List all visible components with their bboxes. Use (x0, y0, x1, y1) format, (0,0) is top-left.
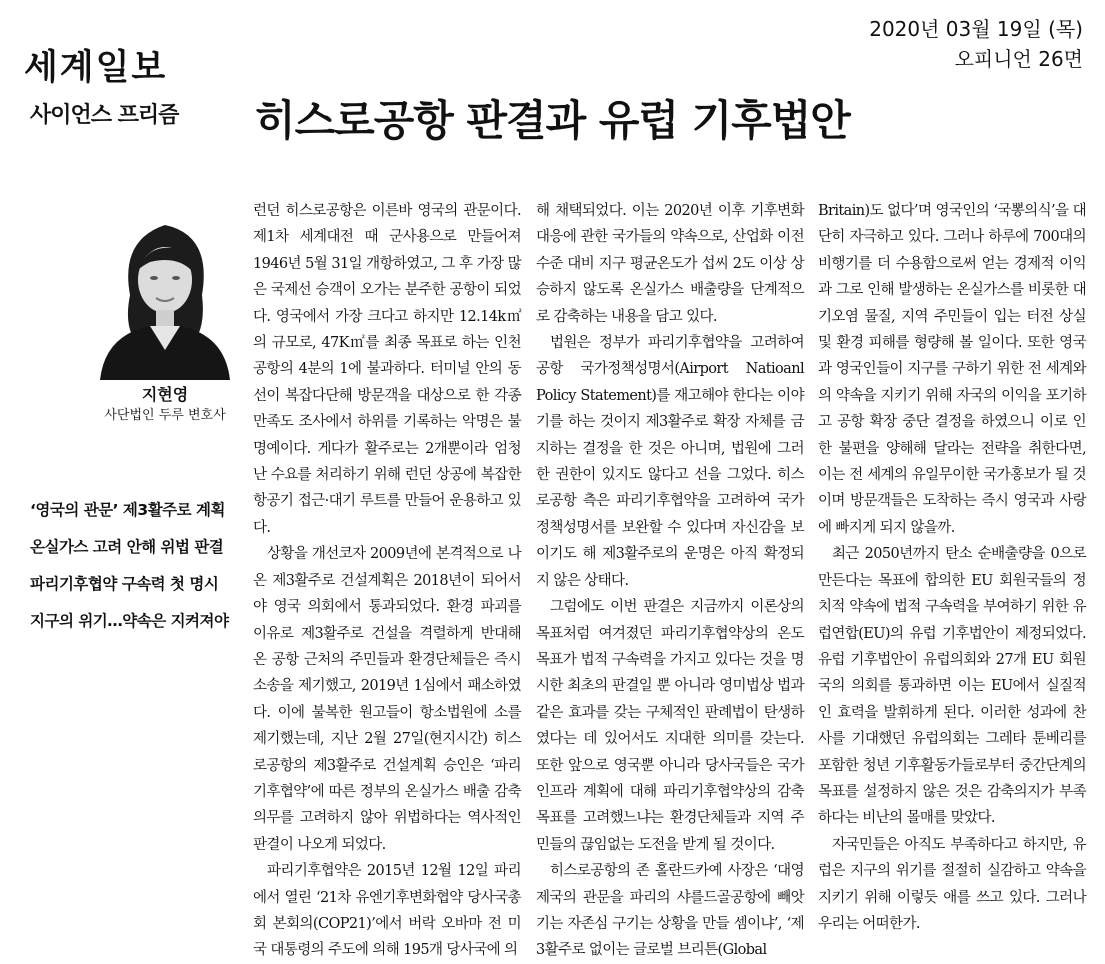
article-paragraph: 히스로공항의 존 홀란드카예 사장은 ‘대영제국의 관문을 파리의 샤를드골공항에 빼앗기는 자존심 구기는 상황을 만들 셈이냐’, ‘제3활주로 없이는 글로벌 브리튼(Global (536, 863, 804, 959)
article-column-2 (536, 198, 804, 964)
column-section-title: 사이언스 프리즘 (30, 103, 179, 128)
publish-date: 2020년 03월 19일 (목) (869, 17, 1083, 41)
subheadline: 지구의 위기…약속은 지켜져야 (30, 612, 229, 630)
author-photo (90, 200, 240, 380)
article-paragraph: 런던 히스로공항은 이른바 영국의 관문이다. 제1차 세계대전 때 군사용으로 만들어져 1946년 5월 31일 개항하였고, 그 후 가장 많은 국제선 승객이 오가는 분주한 공항이 되었다. 영국에서 가장 크다고 하지만 12.14k㎡의 규모로, 47K㎡를 최종 목표로 하는 인천공항의 4분의 1에 불과하다. 터미널 안의 동선이 복잡다단해 방문객을 대상으로 한 각종 만족도 조사에서 하위를 기록하는 악명은 불명예이다. 게다가 활주로는 2개뿐이라 엄청난 수요를 처리하기 위해 런던 상공에 복잡한 항공기 접근·대기 루트를 만들어 운용하고 있다. (253, 203, 521, 536)
article-column-3 (818, 198, 1086, 937)
article-paragraph: 법원은 정부가 파리기후협약을 고려하여 공항 국가정책성명서(Airport Natioanl Policy Statement)를 재고해야 한다는 이야기를 하는 것이지 제3활주로 확장 자체를 금지하는 결정을 한 것은 아니며, 법원에 그러한 권한이 있지도 않다고 선을 그었다. 히스로공항 측은 파리기후협약을 고려하여 국가정책성명서를 보완할 수 있다며 자신감을 보이기도 해 제3활주로의 운명은 아직 확정되지 않은 상태다. (536, 335, 804, 589)
headline: 히스로공항 판결과 유럽 기후법안 (255, 96, 850, 145)
article-paragraph-continued: 해 채택되었다. 이는 2020년 이후 기후변화 대응에 관한 국가들의 약속으로, 산업화 이전 수준 대비 지구 평균온도가 섭씨 2도 이상 상승하지 않도록 온실가스 배출량을 단계적으로 감축하는 내용을 담고 있다. (536, 203, 804, 325)
subheadline: ‘영국의 관문’ 제3활주로 계획 (30, 501, 225, 519)
article-column-1 (253, 198, 521, 964)
page-label: 오피니언 26면 (954, 47, 1083, 71)
date-block (869, 14, 1083, 74)
author-title: 사단법인 두루 변호사 (104, 408, 226, 423)
article-paragraph: 파리기후협약은 2015년 12월 12일 파리에서 열린 ‘21차 유엔기후변화협약 당사국총회 본회의(COP21)’에서 버락 오바마 전 미국 대통령의 주도에 의해 195개 당사국에 의 (253, 863, 521, 959)
subheadline-list (30, 492, 250, 640)
article-paragraph: 그럼에도 이번 판결은 지금까지 이론상의 목표처럼 여겨졌던 파리기후협약상의 온도 목표가 법적 구속력을 가지고 있다는 것을 명시한 최초의 판결일 뿐 아니라 영미법상 법과 같은 효과를 갖는 구체적인 판례법이 탄생하였다는 데 있어서도 지대한 의미를 갖는다. 또한 앞으로 영국뿐 아니라 당사국들은 국가 인프라 계획에 대해 파리기후협약상의 감축 목표를 고려했느냐는 환경단체들과 지역 주민들의 끊임없는 도전을 받게 될 것이다. (536, 599, 804, 853)
article-paragraph: 최근 2050년까지 탄소 순배출량을 0으로 만든다는 목표에 합의한 EU 회원국들의 정치적 약속에 법적 구속력을 부여하기 위한 유럽연합(EU)의 유럽 기후법안이 제정되었다. 유럽 기후법안이 유럽의회와 27개 EU 회원국의 의회를 통과하면 이는 EU에서 실질적인 효력을 발휘하게 된다. 이러한 성과에 찬사를 기대했던 유럽의회는 그레타 툰베리를 포함한 청년 기후활동가들로부터 중간단계의 목표를 설정하지 않은 것은 감축의지가 부족하다는 비난의 몰매를 맞았다. (818, 546, 1086, 827)
subheadline: 파리기후협약 구속력 첫 명시 (30, 575, 219, 593)
subheadline: 온실가스 고려 안해 위법 판결 (30, 538, 224, 556)
newspaper-masthead: 세계일보 (24, 48, 168, 88)
article-paragraph: 상황을 개선코자 2009년에 본격적으로 나온 제3활주로 건설계획은 2018년이 되어서야 영국 의회에서 통과되었다. 환경 파괴를 이유로 제3활주로 건설을 격렬하게 반대해 온 공항 근처의 주민들과 환경단체들은 즉시 소송을 제기했고, 2019년 1심에서 패소하였다. 이에 불복한 원고들이 항소법원에 소를 제기했는데, 지난 2월 27일(현지시간) 히스로공항의 제3활주로 건설계획 승인은 ‘파리기후협약’에 따른 정부의 온실가스 배출 감축 의무를 고려하지 않아 위법하다는 역사적인 판결이 나오게 되었다. (253, 546, 521, 853)
article-paragraph-continued: Britain)도 없다’며 영국인의 ‘국뽕의식’을 대단히 자극하고 있다. 그러나 하루에 700대의 비행기를 더 수용함으로써 얻는 경제적 이익과 그로 인해 발생하는 온실가스를 비롯한 대기오염 물질, 지역 주민들이 입는 터전 상실 및 환경 피해를 형량해 볼 일이다. 또한 영국과 영국인들이 지구를 구하기 위한 전 세계와의 약속을 지키기 위해 자국의 이익을 포기하고 공항 확장 중단 결정을 하였으니 이로 인한 불편을 양해해 달라는 전략을 취한다면, 이는 전 세계의 유일무이한 국가홍보가 될 것이며 방문객들은 도착하는 즉시 영국과 사랑에 빠지게 되지 않을까. (818, 203, 1086, 536)
article-paragraph: 자국민들은 아직도 부족하다고 하지만, 유럽은 지구의 위기를 절절히 실감하고 약속을 지키기 위해 이렇듯 애를 쓰고 있다. 그러나 우리는 어떠한가. (818, 836, 1086, 932)
author-portrait-icon (90, 200, 240, 380)
author-name: 지현영 (141, 385, 189, 404)
